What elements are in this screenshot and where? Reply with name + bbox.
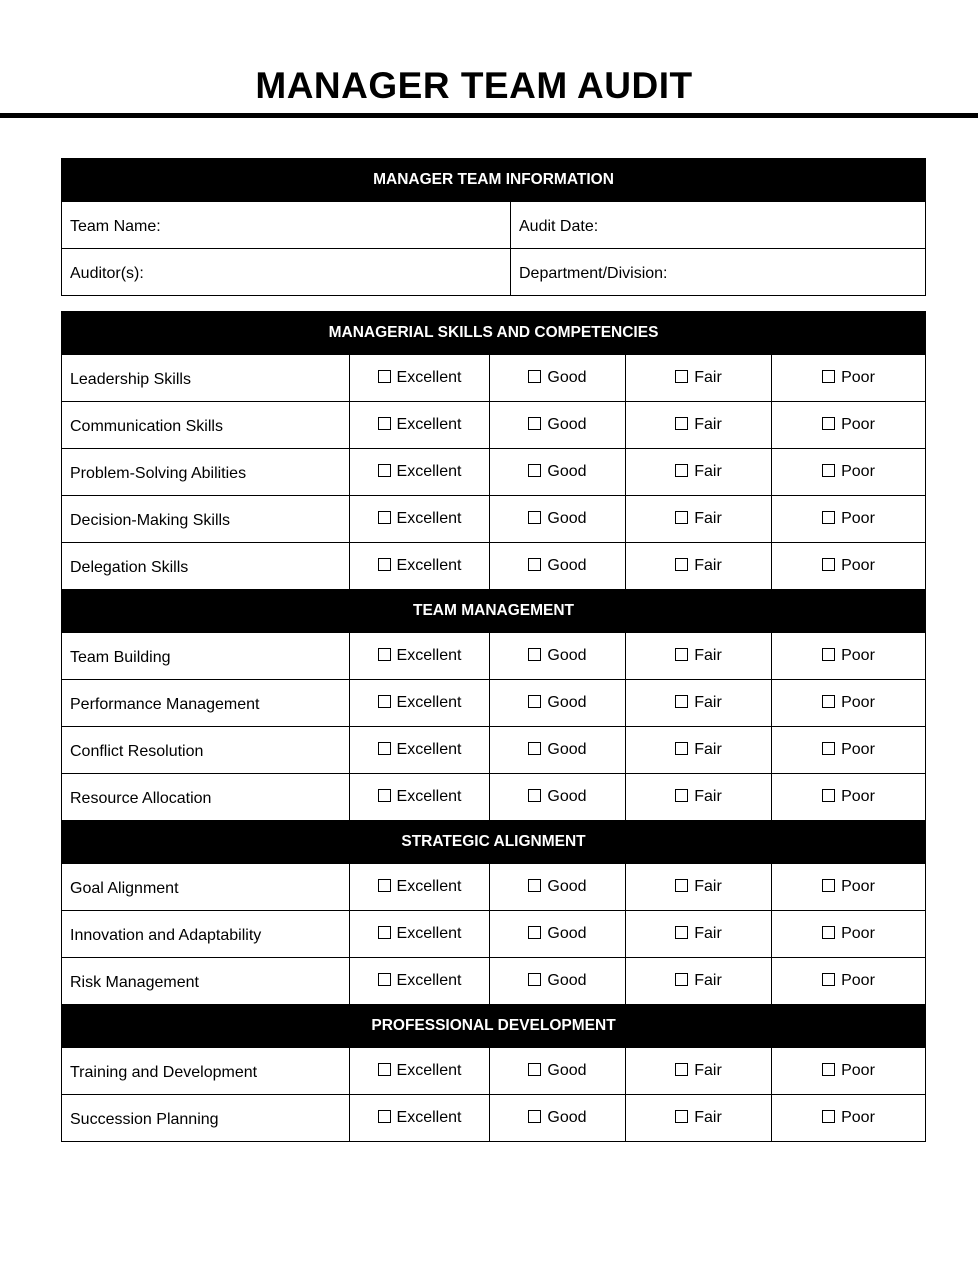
table-row — [62, 543, 926, 590]
rating-option-label: Poor — [841, 557, 875, 574]
criterion-label: Team Building — [62, 633, 350, 680]
rating-option-label: Poor — [841, 694, 875, 711]
checkbox-icon[interactable] — [675, 417, 688, 430]
checkbox-icon[interactable] — [675, 648, 688, 661]
checkbox-icon[interactable] — [528, 973, 541, 986]
checkbox-icon[interactable] — [378, 1063, 391, 1076]
rating-option-label: Good — [547, 369, 587, 386]
checkbox-icon[interactable] — [378, 464, 391, 477]
rating-option-excellent[interactable] — [350, 774, 490, 821]
table-row — [62, 1048, 926, 1095]
rating-option-label: Excellent — [396, 1109, 462, 1126]
rating-option-poor[interactable] — [772, 1048, 926, 1095]
rating-option-excellent[interactable] — [350, 680, 490, 727]
rating-option-poor[interactable] — [772, 1095, 926, 1142]
rating-option-fair[interactable] — [626, 1048, 772, 1095]
criterion-label: Training and Development — [62, 1048, 350, 1095]
rating-option-excellent[interactable] — [350, 402, 490, 449]
checkbox-icon[interactable] — [528, 742, 541, 755]
criterion-label: Resource Allocation — [62, 774, 350, 821]
rating-option-label: Excellent — [396, 972, 462, 989]
page-title: MANAGER TEAM AUDIT — [255, 65, 693, 106]
rating-option-poor[interactable] — [772, 774, 926, 821]
checkbox-icon[interactable] — [675, 926, 688, 939]
rating-option-good[interactable] — [490, 496, 626, 543]
rating-option-label: Fair — [694, 878, 722, 895]
checkbox-icon[interactable] — [822, 511, 835, 524]
rating-option-label: Poor — [841, 647, 875, 664]
table-row — [62, 680, 926, 727]
rating-option-label: Good — [547, 557, 587, 574]
section-header: MANAGERIAL SKILLS AND COMPETENCIES — [62, 312, 926, 355]
audit-date-label: Audit Date: — [519, 218, 599, 235]
department-label: Department/Division: — [519, 265, 668, 282]
rating-option-label: Excellent — [396, 741, 462, 758]
criterion-label: Conflict Resolution — [62, 727, 350, 774]
checkbox-icon[interactable] — [378, 926, 391, 939]
rating-option-label: Good — [547, 972, 587, 989]
rating-option-label: Good — [547, 878, 587, 895]
checkbox-icon[interactable] — [675, 558, 688, 571]
team-name-field[interactable] — [62, 202, 511, 249]
checkbox-icon[interactable] — [378, 789, 391, 802]
rating-option-good[interactable] — [490, 449, 626, 496]
rating-option-label: Poor — [841, 972, 875, 989]
rating-option-label: Fair — [694, 694, 722, 711]
rating-option-poor[interactable] — [772, 911, 926, 958]
rating-option-label: Fair — [694, 463, 722, 480]
checkbox-icon[interactable] — [378, 417, 391, 430]
rating-option-label: Poor — [841, 925, 875, 942]
criterion-label: Goal Alignment — [62, 864, 350, 911]
audit-date-field[interactable] — [511, 202, 926, 249]
rating-option-label: Poor — [841, 1109, 875, 1126]
checkbox-icon[interactable] — [528, 370, 541, 383]
rating-option-label: Good — [547, 1062, 587, 1079]
rating-option-excellent[interactable] — [350, 958, 490, 1005]
section-header: TEAM MANAGEMENT — [62, 590, 926, 633]
criterion-label: Communication Skills — [62, 402, 350, 449]
checkbox-icon[interactable] — [528, 558, 541, 571]
rating-option-label: Fair — [694, 1062, 722, 1079]
department-field[interactable] — [511, 249, 926, 296]
rating-option-poor[interactable] — [772, 496, 926, 543]
rating-option-label: Poor — [841, 878, 875, 895]
rating-option-good[interactable] — [490, 402, 626, 449]
checkbox-icon[interactable] — [822, 464, 835, 477]
rating-option-label: Fair — [694, 925, 722, 942]
rating-option-fair[interactable] — [626, 449, 772, 496]
checkbox-icon[interactable] — [378, 648, 391, 661]
rating-option-good[interactable] — [490, 1048, 626, 1095]
checkbox-icon[interactable] — [822, 1110, 835, 1123]
rating-option-fair[interactable] — [626, 911, 772, 958]
checkbox-icon[interactable] — [528, 1063, 541, 1076]
table-row — [62, 864, 926, 911]
rating-option-poor[interactable] — [772, 680, 926, 727]
rating-option-label: Poor — [841, 416, 875, 433]
rating-option-label: Excellent — [396, 369, 462, 386]
rating-option-good[interactable] — [490, 680, 626, 727]
rating-option-excellent[interactable] — [350, 355, 490, 402]
section-header: MANAGER TEAM INFORMATION — [62, 159, 926, 202]
rating-option-label: Excellent — [396, 925, 462, 942]
checkbox-icon[interactable] — [528, 695, 541, 708]
checkbox-icon[interactable] — [378, 695, 391, 708]
rating-option-label: Good — [547, 510, 587, 527]
criterion-label: Risk Management — [62, 958, 350, 1005]
rating-option-fair[interactable] — [626, 1095, 772, 1142]
rating-option-fair[interactable] — [626, 543, 772, 590]
rating-option-label: Excellent — [396, 694, 462, 711]
criterion-label: Decision-Making Skills — [62, 496, 350, 543]
checkbox-icon[interactable] — [675, 695, 688, 708]
checkbox-icon[interactable] — [675, 973, 688, 986]
rating-option-label: Good — [547, 647, 587, 664]
rating-option-label: Excellent — [396, 510, 462, 527]
rating-option-excellent[interactable] — [350, 496, 490, 543]
rating-option-good[interactable] — [490, 355, 626, 402]
checkbox-icon[interactable] — [528, 648, 541, 661]
rating-option-label: Fair — [694, 972, 722, 989]
checkbox-icon[interactable] — [528, 511, 541, 524]
rating-option-poor[interactable] — [772, 958, 926, 1005]
checkbox-icon[interactable] — [378, 558, 391, 571]
checkbox-icon[interactable] — [378, 879, 391, 892]
checkbox-icon[interactable] — [675, 370, 688, 383]
rating-option-label: Poor — [841, 1062, 875, 1079]
rating-option-label: Fair — [694, 510, 722, 527]
rating-option-good[interactable] — [490, 1095, 626, 1142]
checkbox-icon[interactable] — [378, 511, 391, 524]
checkbox-icon[interactable] — [822, 879, 835, 892]
rating-option-label: Fair — [694, 788, 722, 805]
checkbox-icon[interactable] — [528, 1110, 541, 1123]
rating-option-label: Good — [547, 463, 587, 480]
criterion-label: Leadership Skills — [62, 355, 350, 402]
criterion-label: Problem-Solving Abilities — [62, 449, 350, 496]
rating-option-label: Excellent — [396, 788, 462, 805]
auditors-label: Auditor(s): — [70, 265, 144, 282]
audit-rating-table — [61, 311, 926, 1142]
manager-team-information-table — [61, 158, 926, 296]
rating-option-label: Poor — [841, 788, 875, 805]
checkbox-icon[interactable] — [528, 879, 541, 892]
checkbox-icon[interactable] — [822, 417, 835, 430]
rating-option-good[interactable] — [490, 543, 626, 590]
checkbox-icon[interactable] — [528, 789, 541, 802]
checkbox-icon[interactable] — [675, 1110, 688, 1123]
rating-option-excellent[interactable] — [350, 727, 490, 774]
rating-option-label: Poor — [841, 510, 875, 527]
rating-option-label: Poor — [841, 369, 875, 386]
rating-option-poor[interactable] — [772, 543, 926, 590]
team-name-label: Team Name: — [70, 218, 161, 235]
rating-option-good[interactable] — [490, 727, 626, 774]
rating-option-label: Excellent — [396, 463, 462, 480]
table-row — [62, 355, 926, 402]
rating-option-fair[interactable] — [626, 496, 772, 543]
rating-option-label: Excellent — [396, 1062, 462, 1079]
checkbox-icon[interactable] — [822, 789, 835, 802]
rating-option-poor[interactable] — [772, 355, 926, 402]
auditors-field[interactable] — [62, 249, 511, 296]
table-row — [62, 774, 926, 821]
checkbox-icon[interactable] — [822, 558, 835, 571]
checkbox-icon[interactable] — [822, 695, 835, 708]
table-row — [62, 958, 926, 1005]
rating-option-label: Excellent — [396, 878, 462, 895]
rating-option-label: Good — [547, 694, 587, 711]
checkbox-icon[interactable] — [378, 742, 391, 755]
rating-option-fair[interactable] — [626, 355, 772, 402]
table-row — [62, 911, 926, 958]
checkbox-icon[interactable] — [822, 742, 835, 755]
table-row — [62, 727, 926, 774]
rating-option-fair[interactable] — [626, 633, 772, 680]
table-row — [62, 449, 926, 496]
checkbox-icon[interactable] — [822, 1063, 835, 1076]
rating-option-poor[interactable] — [772, 402, 926, 449]
section-header: PROFESSIONAL DEVELOPMENT — [62, 1005, 926, 1048]
rating-option-label: Fair — [694, 647, 722, 664]
rating-option-poor[interactable] — [772, 864, 926, 911]
checkbox-icon[interactable] — [675, 511, 688, 524]
rating-option-label: Good — [547, 925, 587, 942]
rating-option-poor[interactable] — [772, 449, 926, 496]
checkbox-icon[interactable] — [528, 417, 541, 430]
rating-option-label: Fair — [694, 369, 722, 386]
criterion-label: Performance Management — [62, 680, 350, 727]
rating-option-excellent[interactable] — [350, 543, 490, 590]
criterion-label: Delegation Skills — [62, 543, 350, 590]
checkbox-icon[interactable] — [528, 464, 541, 477]
rating-option-label: Poor — [841, 741, 875, 758]
checkbox-icon[interactable] — [378, 973, 391, 986]
checkbox-icon[interactable] — [675, 1063, 688, 1076]
rating-option-excellent[interactable] — [350, 1095, 490, 1142]
rating-option-good[interactable] — [490, 774, 626, 821]
rating-option-excellent[interactable] — [350, 633, 490, 680]
rating-option-good[interactable] — [490, 911, 626, 958]
rating-option-excellent[interactable] — [350, 911, 490, 958]
checkbox-icon[interactable] — [675, 789, 688, 802]
rating-option-excellent[interactable] — [350, 449, 490, 496]
checkbox-icon[interactable] — [675, 464, 688, 477]
rating-option-fair[interactable] — [626, 958, 772, 1005]
rating-option-label: Fair — [694, 557, 722, 574]
checkbox-icon[interactable] — [822, 973, 835, 986]
checkbox-icon[interactable] — [822, 370, 835, 383]
rating-option-label: Good — [547, 788, 587, 805]
rating-option-poor[interactable] — [772, 727, 926, 774]
checkbox-icon[interactable] — [378, 1110, 391, 1123]
table-row — [62, 633, 926, 680]
checkbox-icon[interactable] — [675, 879, 688, 892]
rating-option-fair[interactable] — [626, 402, 772, 449]
rating-option-label: Fair — [694, 1109, 722, 1126]
criterion-label: Succession Planning — [62, 1095, 350, 1142]
rating-option-label: Good — [547, 741, 587, 758]
rating-option-good[interactable] — [490, 958, 626, 1005]
checkbox-icon[interactable] — [675, 742, 688, 755]
rating-option-label: Excellent — [396, 647, 462, 664]
rating-option-good[interactable] — [490, 633, 626, 680]
rating-option-fair[interactable] — [626, 680, 772, 727]
checkbox-icon[interactable] — [822, 926, 835, 939]
rating-option-label: Good — [547, 1109, 587, 1126]
criterion-label: Innovation and Adaptability — [62, 911, 350, 958]
rating-option-fair[interactable] — [626, 727, 772, 774]
rating-option-fair[interactable] — [626, 864, 772, 911]
rating-option-poor[interactable] — [772, 633, 926, 680]
rating-option-fair[interactable] — [626, 774, 772, 821]
table-row — [62, 1095, 926, 1142]
checkbox-icon[interactable] — [378, 370, 391, 383]
checkbox-icon[interactable] — [528, 926, 541, 939]
rating-option-label: Excellent — [396, 416, 462, 433]
rating-option-label: Fair — [694, 416, 722, 433]
table-row — [62, 496, 926, 543]
rating-option-label: Fair — [694, 741, 722, 758]
checkbox-icon[interactable] — [822, 648, 835, 661]
rating-option-excellent[interactable] — [350, 1048, 490, 1095]
table-row — [62, 402, 926, 449]
title-divider — [0, 113, 978, 118]
section-header: STRATEGIC ALIGNMENT — [62, 821, 926, 864]
rating-option-label: Good — [547, 416, 587, 433]
rating-option-excellent[interactable] — [350, 864, 490, 911]
rating-option-good[interactable] — [490, 864, 626, 911]
rating-option-label: Poor — [841, 463, 875, 480]
rating-option-label: Excellent — [396, 557, 462, 574]
